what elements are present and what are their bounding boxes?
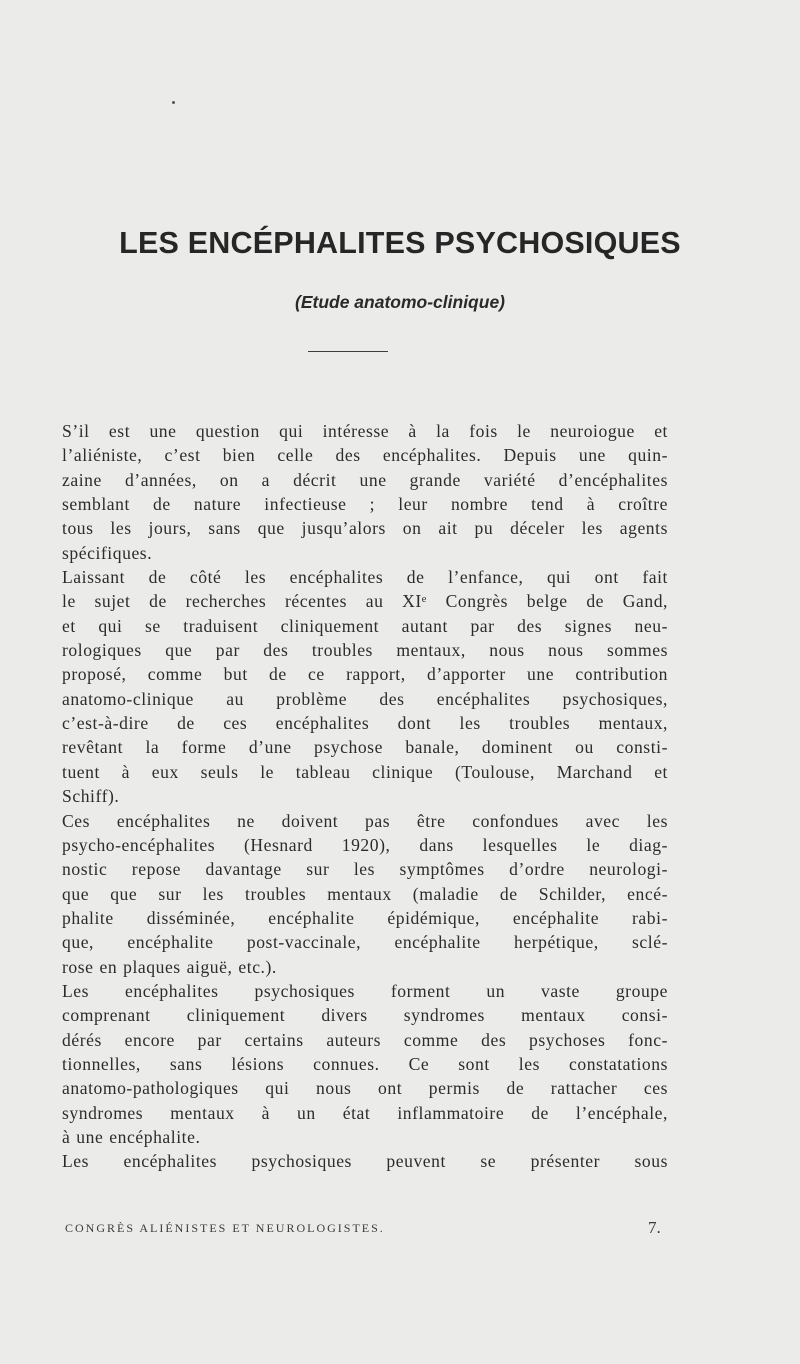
text-line: rose en plaques aiguë, etc.). <box>62 956 277 977</box>
text-line: que que sur les troubles mentaux (maladie de Schilder, encé- <box>62 883 668 904</box>
text-line: le sujet de recherches récentes au XIᵉ Congrès belge de Gand, <box>62 591 668 612</box>
body-text <box>62 419 668 1174</box>
text-line: Ces encéphalites ne doivent pas être confondues avec les <box>62 810 668 831</box>
text-line: et qui se traduisent cliniquement autant par des signes neu- <box>62 615 668 636</box>
text-line: tous les jours, sans que jusqu’alors on ait pu déceler les agents <box>62 518 668 539</box>
ink-speck <box>172 101 175 104</box>
running-footer: CONGRÈS ALIÉNISTES ET NEUROLOGISTES. <box>65 1221 385 1235</box>
text-line: c’est-à-dire de ces encéphalites dont les troubles mentaux, <box>62 713 668 734</box>
text-line: Les encéphalites psychosiques peuvent se présenter sous <box>62 1151 668 1172</box>
text-line: semblant de nature infectieuse ; leur nombre tend à croître <box>62 494 668 515</box>
page-subtitle: (Etude anatomo-clinique) <box>295 292 505 312</box>
text-line: revêtant la forme d’une psychose banale, dominent ou consti- <box>62 737 668 758</box>
text-line: à une encéphalite. <box>62 1126 201 1147</box>
page-title: LES ENCÉPHALITES PSYCHOSIQUES <box>119 226 681 260</box>
text-line: rologiques que par des troubles mentaux, nous nous sommes <box>62 640 668 661</box>
text-line: comprenant cliniquement divers syndromes mentaux consi- <box>62 1005 668 1026</box>
text-line: nostic repose davantage sur les symptômes d’ordre neurologi- <box>62 859 668 880</box>
text-line: Laissant de côté les encéphalites de l’enfance, qui ont fait <box>62 567 668 588</box>
text-line: psycho-encéphalites (Hesnard 1920), dans lesquelles le diag- <box>62 834 668 855</box>
text-line: anatomo-pathologiques qui nous ont permis de rattacher ces <box>62 1078 668 1099</box>
title-divider <box>308 351 388 352</box>
text-line: Schiff). <box>62 786 120 807</box>
text-line: Les encéphalites psychosiques forment un vaste groupe <box>62 980 668 1001</box>
text-line: anatomo-clinique au problème des encéphalites psychosiques, <box>62 688 668 709</box>
text-line: que, encéphalite post-vaccinale, encéphalite herpétique, sclé- <box>62 932 668 953</box>
text-line: spécifiques. <box>62 542 153 563</box>
text-line: dérés encore par certains auteurs comme des psychoses fonc- <box>62 1029 668 1050</box>
text-line: l’aliéniste, c’est bien celle des encéphalites. Depuis une quin- <box>62 445 668 466</box>
text-line: syndromes mentaux à un état inflammatoire de l’encéphale, <box>62 1102 668 1123</box>
text-line: zaine d’années, on a décrit une grande variété d’encéphalites <box>62 469 668 490</box>
text-line: S’il est une question qui intéresse à la fois le neuroiogue et <box>62 421 668 441</box>
page-number: 7. <box>648 1218 661 1237</box>
text-line: tionnelles, sans lésions connues. Ce sont les constatations <box>62 1053 668 1074</box>
text-line: phalite disséminée, encéphalite épidémique, encéphalite rabi- <box>62 907 668 928</box>
text-line: proposé, comme but de ce rapport, d’apporter une contribution <box>62 664 668 685</box>
text-line: tuent à eux seuls le tableau clinique (Toulouse, Marchand et <box>62 761 668 782</box>
